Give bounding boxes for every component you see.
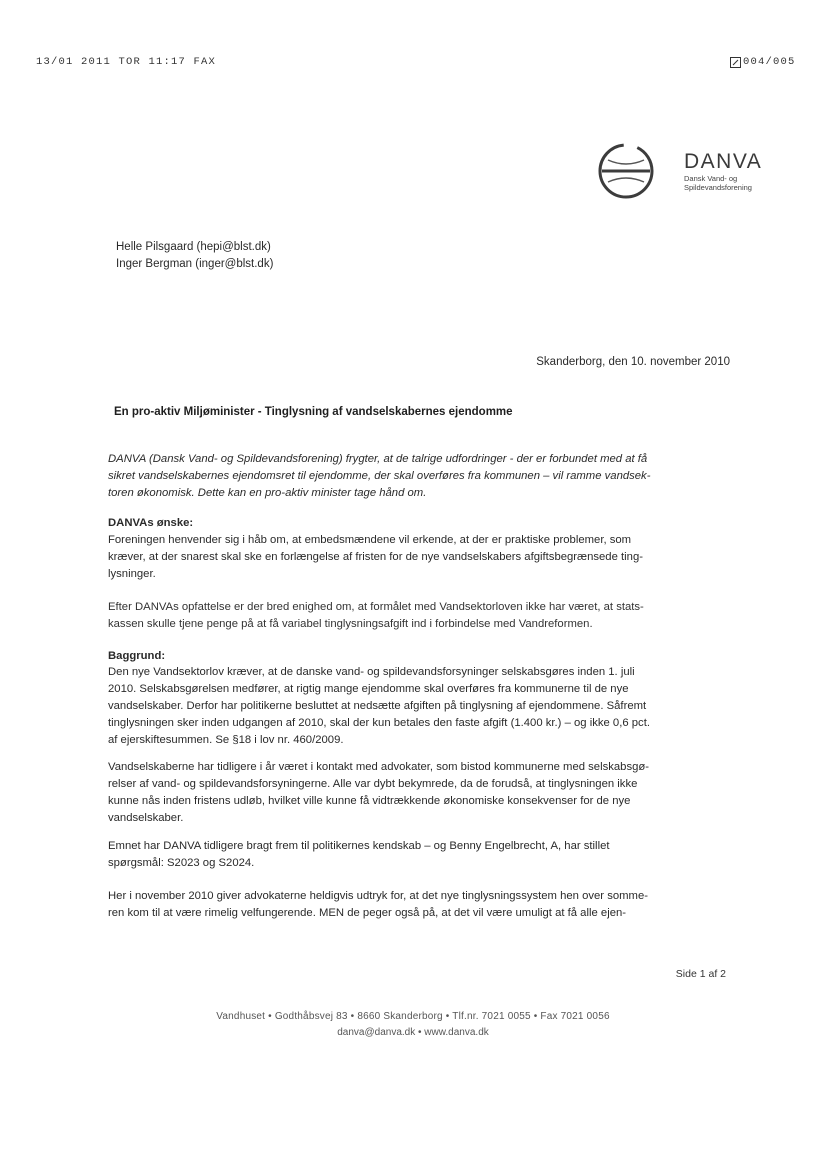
background-paragraph-1: [108, 664, 730, 749]
text-line: sikret vandselskabernes ejendomsret til ejendomme, der skal overføres fra kommunen – vil ramme vandsek-: [108, 470, 651, 483]
fax-box-icon: [730, 57, 741, 68]
text-line: relser af vand- og spildevandsforsyningerne. Alle var dybt bekymrede, da de forudså, at tinglysningen ikke: [108, 778, 638, 791]
wish-paragraph: [108, 532, 730, 583]
text-line: tinglysningen sker inden udgangen af 2010, skal der kun betales den faste afgift (1.400 kr.) – og ikke 0,6 pct.: [108, 717, 650, 730]
recipients: [116, 239, 273, 273]
text-line: spørgsmål: S2023 og S2024.: [108, 857, 255, 870]
logo-subtitle: [684, 174, 794, 192]
fax-page-count: 004/005: [743, 56, 796, 68]
recipient: Inger Bergman (inger@blst.dk): [116, 258, 274, 270]
text-line: Foreningen henvender sig i håb om, at embedsmændene vil erkende, at der er praktiske problemer, som: [108, 534, 632, 546]
background-heading: Baggrund:: [108, 650, 166, 662]
text-line: kræver, at der snarest skal ske en forlængelse af fristen for de nye vandselskabers afgiftsbegrænsede ting-: [108, 551, 643, 564]
view-paragraph: [108, 599, 730, 633]
fax-header-left: 13/01 2011 TOR 11:17 FAX: [36, 56, 217, 68]
text-line: kunne nås inden fristens udløb, hvilket ville kunne få vidtrækkende økonomiske konsekvenser for de nye: [108, 795, 631, 808]
background-paragraph-4: [108, 888, 730, 922]
text-line: ren kom til at være rimelig velfungerende. MEN de peger også på, at det vil være umuligt at få alle ejen-: [108, 907, 627, 920]
recipient: Helle Pilsgaard (hepi@blst.dk): [116, 241, 271, 253]
text-line: Vandselskaberne har tidligere i år været i kontakt med advokater, som bistod kommunerne med selskabsgø-: [108, 761, 650, 773]
wish-heading: DANVAs ønske:: [108, 517, 194, 529]
text-line: DANVA (Dansk Vand- og Spildevandsforening) frygter, at de talrige udfordringer - der er forbundet med at få: [108, 453, 648, 465]
background-paragraph-2: [108, 759, 730, 827]
logo-name: DANVA: [684, 150, 763, 173]
text-line: Efter DANVAs opfattelse er der bred enighed om, at formålet med Vandsektorloven ikke har været, at stats-: [108, 601, 644, 613]
footer-contact: danva@danva.dk • www.danva.dk: [337, 1027, 489, 1038]
place-date: Skanderborg, den 10. november 2010: [536, 356, 730, 368]
text-line: Emnet har DANVA tidligere bragt frem til politikernes kendskab – og Benny Engelbrecht, A, har stillet: [108, 840, 610, 852]
text-line: Her i november 2010 giver advokaterne heldigvis udtryk for, at det nye tinglysningssystem hen over somme-: [108, 890, 649, 902]
text-line: vandselskaber. Derfor har politikerne besluttet at nedsætte afgiften på tinglysning af ejendommene. Såfremt: [108, 700, 647, 713]
text-line: toren økonomisk. Dette kan en pro-aktiv minister tage hånd om.: [108, 487, 427, 500]
logo-subtitle-line: Spildevandsforening: [684, 183, 752, 192]
text-line: 2010. Selskabsgørelsen medfører, at rigtig mange ejendomme skal overføres fra kommunerne til de nye: [108, 683, 629, 696]
background-paragraph-3: [108, 838, 730, 872]
subject-heading: En pro-aktiv Miljøminister - Tinglysning af vandselskabernes ejendomme: [114, 406, 513, 418]
intro-paragraph: [108, 451, 730, 502]
footer-address: Vandhuset • Godthåbsvej 83 • 8660 Skanderborg • Tlf.nr. 7021 0055 • Fax 7021 0056: [216, 1011, 610, 1022]
text-line: Den nye Vandsektorlov kræver, at de danske vand- og spildevandsforsyninger selskabsgøres inden 1. juli: [108, 666, 635, 678]
text-line: vandselskaber.: [108, 812, 184, 825]
text-line: af ejerskiftesummen. Se §18 i lov nr. 460/2009.: [108, 734, 344, 747]
text-line: lysninger.: [108, 568, 156, 581]
fax-header-right: [730, 56, 796, 68]
logo-subtitle-line: Dansk Vand- og: [684, 174, 738, 183]
page-number: Side 1 af 2: [675, 968, 726, 980]
text-line: kassen skulle tjene penge på at få variabel tinglysningsafgift ind i forbindelse med Vandreformen.: [108, 618, 593, 631]
